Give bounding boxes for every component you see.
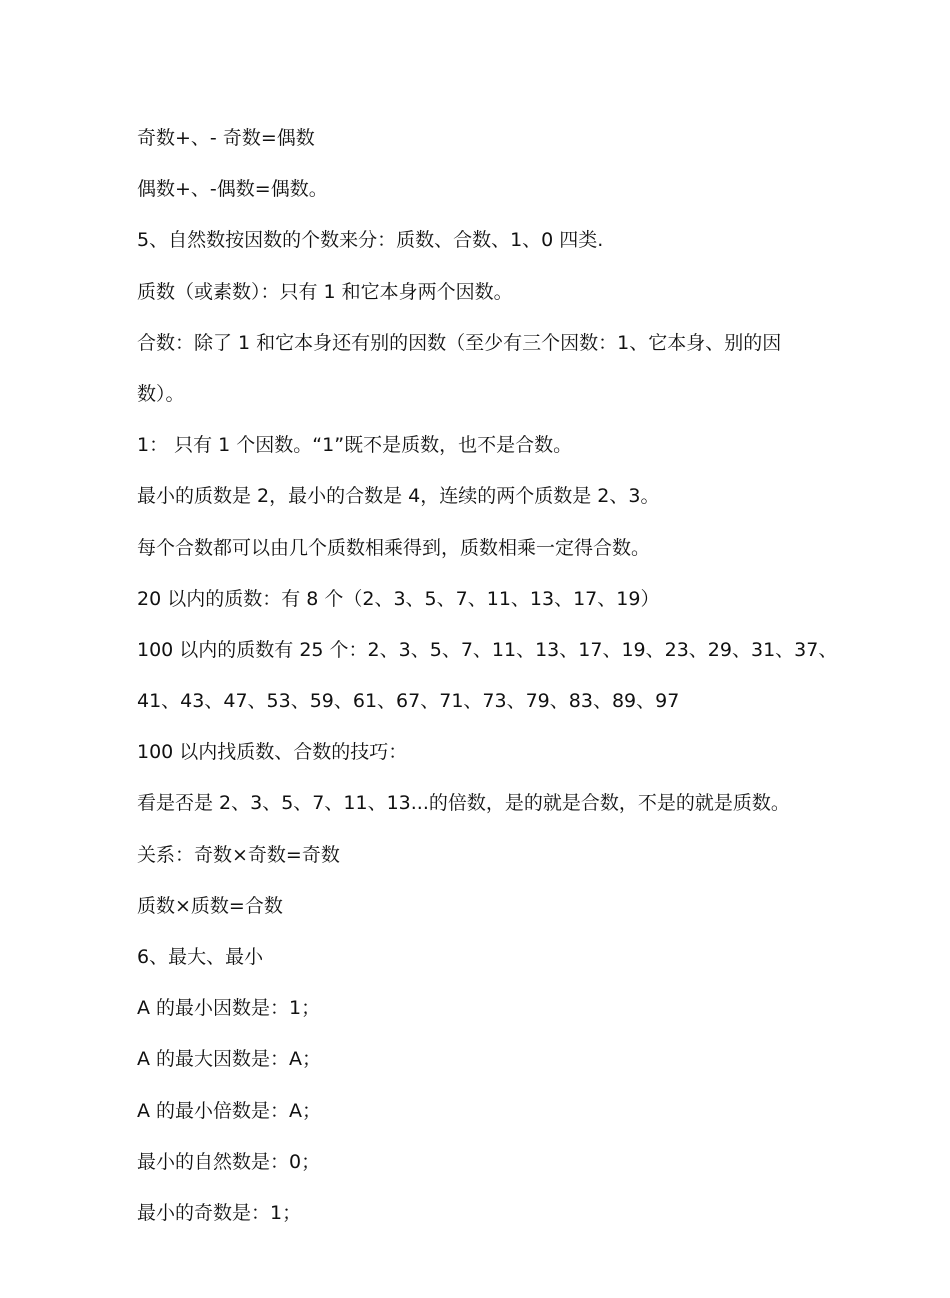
paragraph-composite-definition [137,318,827,420]
text-line-composite-definition-part2: 数）。 [137,382,185,405]
text-line-primes-within-100-part2: 41、43、47、53、59、61、67、71、73、79、83、89、97 [137,690,680,713]
text-line-composite-product-of-primes: 每个合数都可以由几个质数相乘得到，质数相乘一定得合数。 [137,536,651,559]
text-line-prime-definition: 质数（或素数）：只有 1 和它本身两个因数。 [137,280,513,303]
section-heading-max-min: 6、最大、最小 [137,946,264,968]
text-line-relation-odd-times-odd: 关系：奇数×奇数=奇数 [137,843,340,866]
text-line-odd-plus-minus-odd: 奇数+、- 奇数=偶数 [137,127,315,149]
document-body [137,113,838,1239]
text-line-a-min-multiple: A 的最小倍数是：A； [137,1099,322,1122]
text-line-primes-within-20: 20 以内的质数：有 8 个（2、3、5、7、11、13、17、19） [137,587,660,610]
text-line-smallest-prime-composite: 最小的质数是 2，最小的合数是 4，连续的两个质数是 2、3。 [137,485,660,508]
text-line-a-min-factor: A 的最小因数是：1； [137,997,321,1020]
text-line-prime-times-prime: 质数×质数=合数 [137,894,283,917]
text-line-composite-definition-part1: 合数：除了 1 和它本身还有别的因数（至少有三个因数：1、它本身、别的因 [137,331,782,354]
text-line-min-odd-number: 最小的奇数是：1； [137,1201,302,1224]
text-line-tips-body: 看是否是 2、3、5、7、11、13...的倍数，是的就是合数，不是的就是质数。 [137,792,790,815]
text-line-tips-heading: 100 以内找质数、合数的技巧： [137,741,408,764]
text-line-one-factor: 1： 只有 1 个因数。“1”既不是质数，也不是合数。 [137,434,573,457]
text-line-min-natural-number: 最小的自然数是：0； [137,1150,321,1173]
paragraph-primes-within-100 [137,625,838,727]
text-line-a-max-factor: A 的最大因数是：A； [137,1048,322,1071]
text-line-even-plus-minus-even: 偶数+、-偶数=偶数。 [137,178,328,201]
text-line-primes-within-100-part1: 100 以内的质数有 25 个：2、3、5、7、11、13、17、19、23、29、31、37、 [137,638,838,661]
text-line-natural-number-classification: 5、自然数按因数的个数来分：质数、合数、1、0 四类. [137,229,604,252]
